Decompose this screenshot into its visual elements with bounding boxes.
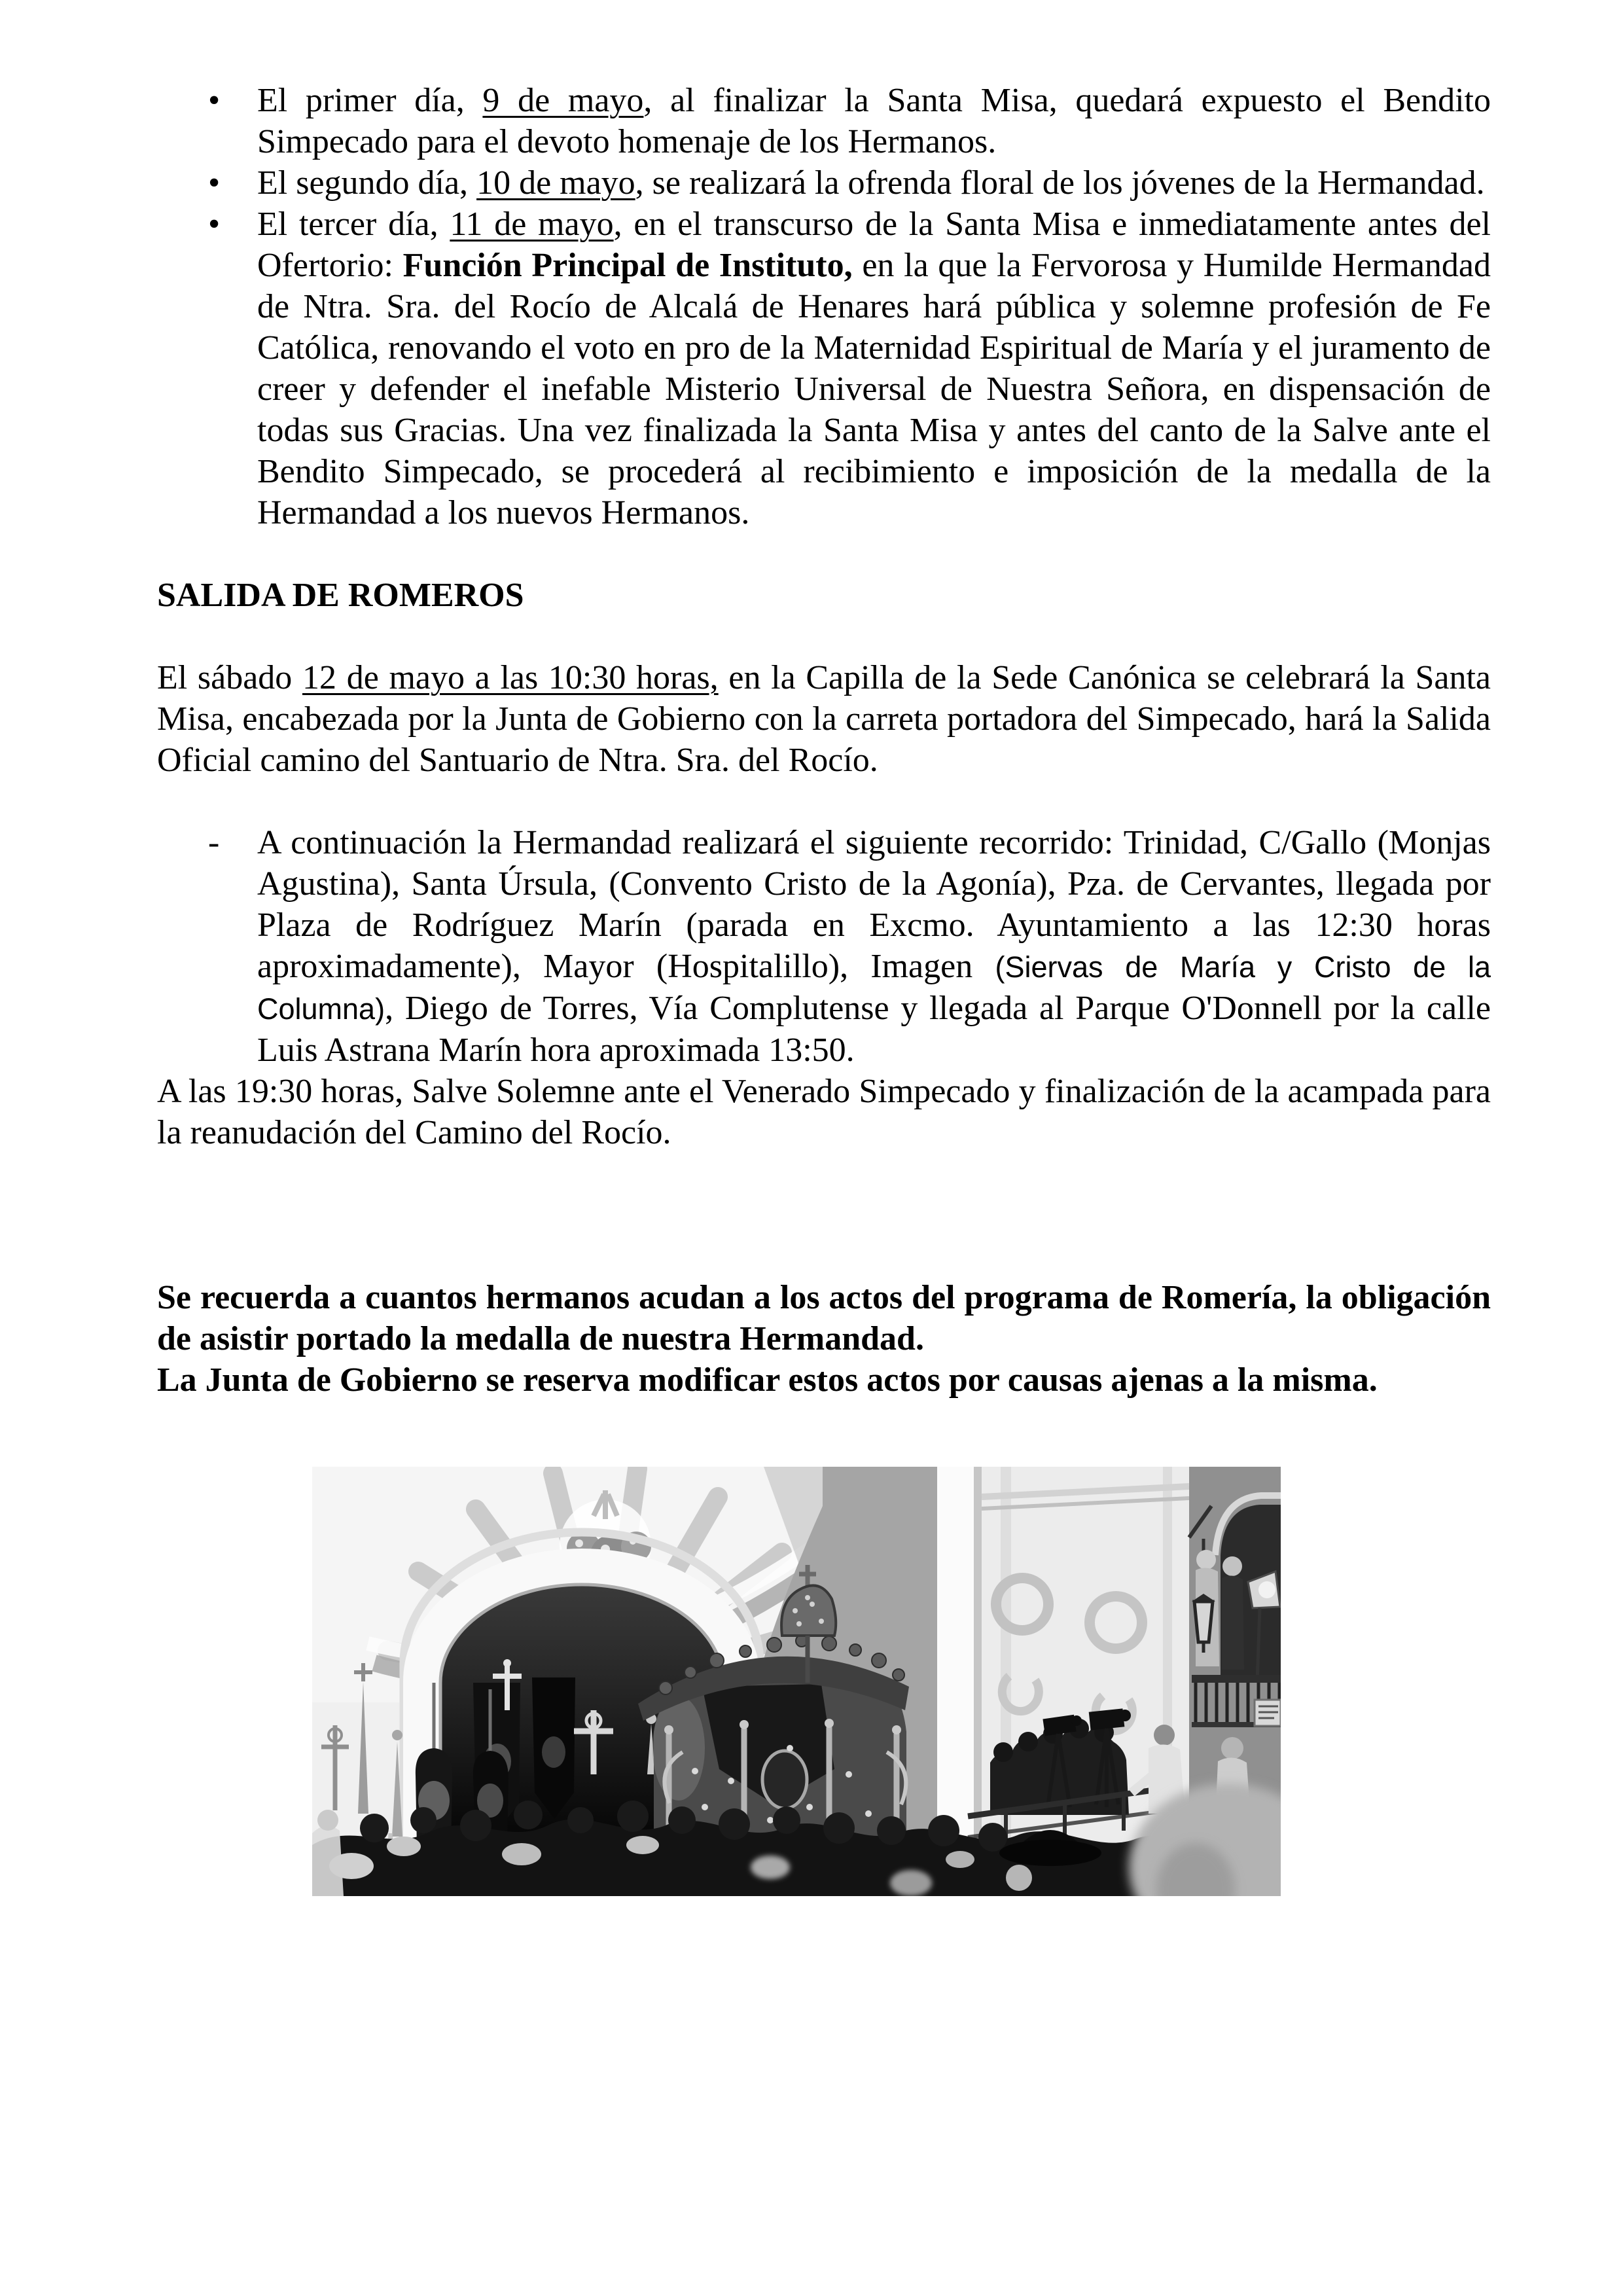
text-segment: , se realizará la ofrenda floral de los jóvenes de la Hermandad. — [635, 164, 1485, 202]
route-item — [157, 822, 1491, 1071]
text-segment: en la Capilla de la Sede Canónica se celebrará la Santa Misa, encabezada por la Junta de Gobierno con la carreta portadora del Simpecado, hará la Salida Oficial camino del Santuario de Ntra. Sra. del Rocío. — [157, 659, 1491, 779]
bullet-item-day1 — [157, 80, 1491, 162]
document-body — [157, 80, 1491, 1401]
bullet-item-day3 — [157, 204, 1491, 533]
text-segment: El tercer día, — [257, 206, 450, 243]
underlined-date: 10 de mayo — [476, 164, 635, 202]
text-segment: en la que la Fervorosa y Humilde Hermandad de Ntra. Sra. del Rocío de Alcalá de Henares hará pública y solemne profesión de Fe Católica, renovando el voto en pro de la Maternidad Espiritual de María y el juramento de creer y defender el inefable Misterio Universal de Nuestra Señora, en dispensación de todas sus Gracias. Una vez finalizada la Santa Misa y antes del canto de la Salve ante el Bendito Simpecado, se procederá al recibimiento e imposición de la medalla de la Hermandad a los nuevos Hermanos. — [257, 247, 1491, 531]
small-sign — [1255, 1700, 1281, 1726]
bullet-icon: • — [208, 82, 221, 119]
text-segment: , al finalizar la Santa Misa, quedará expuesto el Bendito Simpecado para el devoto homenaje de los Hermanos. — [257, 82, 1491, 160]
text-segment: El segundo día, — [257, 164, 477, 202]
text-segment: A continuación la Hermandad realizará el siguiente recorrido: Trinidad, C/Gallo (Monjas Agustina), Santa Úrsula, (Convento Cristo de la Agonía), Pza. de Cervantes, llegada por Plaza de Rodríguez Marín (parada en Excmo. Ayuntamiento a las 12:30 horas aproximadamente), Mayor (Hospitalillo), Imagen — [257, 824, 1491, 985]
sans-inset-text: (Siervas de María y Cristo de la Columna) — [257, 950, 1491, 1026]
paragraph-saturday — [157, 657, 1491, 781]
underlined-date: 9 de mayo — [482, 82, 644, 119]
underlined-date: 12 de mayo a las 10:30 horas, — [302, 659, 719, 696]
bullet-day2-text — [257, 164, 1485, 202]
procession-photo-art — [312, 1467, 1281, 1896]
underlined-date: 11 de mayo — [450, 206, 614, 243]
text-segment: El primer día, — [257, 82, 483, 119]
procession-photo — [312, 1467, 1281, 1896]
paragraph-reminder-1: Se recuerda a cuantos hermanos acudan a los actos del programa de Romería, la obligación de asistir portado la medalla de nuestra Hermandad. — [157, 1279, 1491, 1357]
paragraph-reminder-2: La Junta de Gobierno se reserva modificar estos actos por causas ajenas a la misma. — [157, 1361, 1378, 1399]
section-heading: SALIDA DE ROMEROS — [157, 577, 524, 614]
bullet-item-day2 — [157, 162, 1491, 204]
dash-icon: - — [208, 824, 220, 861]
bold-function-title: Función Principal de Instituto, — [402, 247, 853, 284]
text-segment: , en el transcurso de la Santa Misa e inmediatamente antes del Ofertorio: — [257, 206, 1491, 284]
route-text — [257, 824, 1491, 1069]
bullet-day1-text — [257, 82, 1491, 160]
text-segment: El sábado — [157, 659, 302, 696]
bullet-icon: • — [208, 206, 221, 243]
text-segment: , Diego de Torres, Vía Complutense y llegada al Parque O'Donnell por la calle Luis Astrana Marín hora aproximada 13:50. — [257, 990, 1491, 1069]
paragraph-evening: A las 19:30 horas, Salve Solemne ante el Venerado Simpecado y finalización de la acampada para la reanudación del Camino del Rocío. — [157, 1073, 1491, 1151]
bullet-icon: • — [208, 164, 221, 202]
bullet-day3-text — [257, 206, 1491, 531]
